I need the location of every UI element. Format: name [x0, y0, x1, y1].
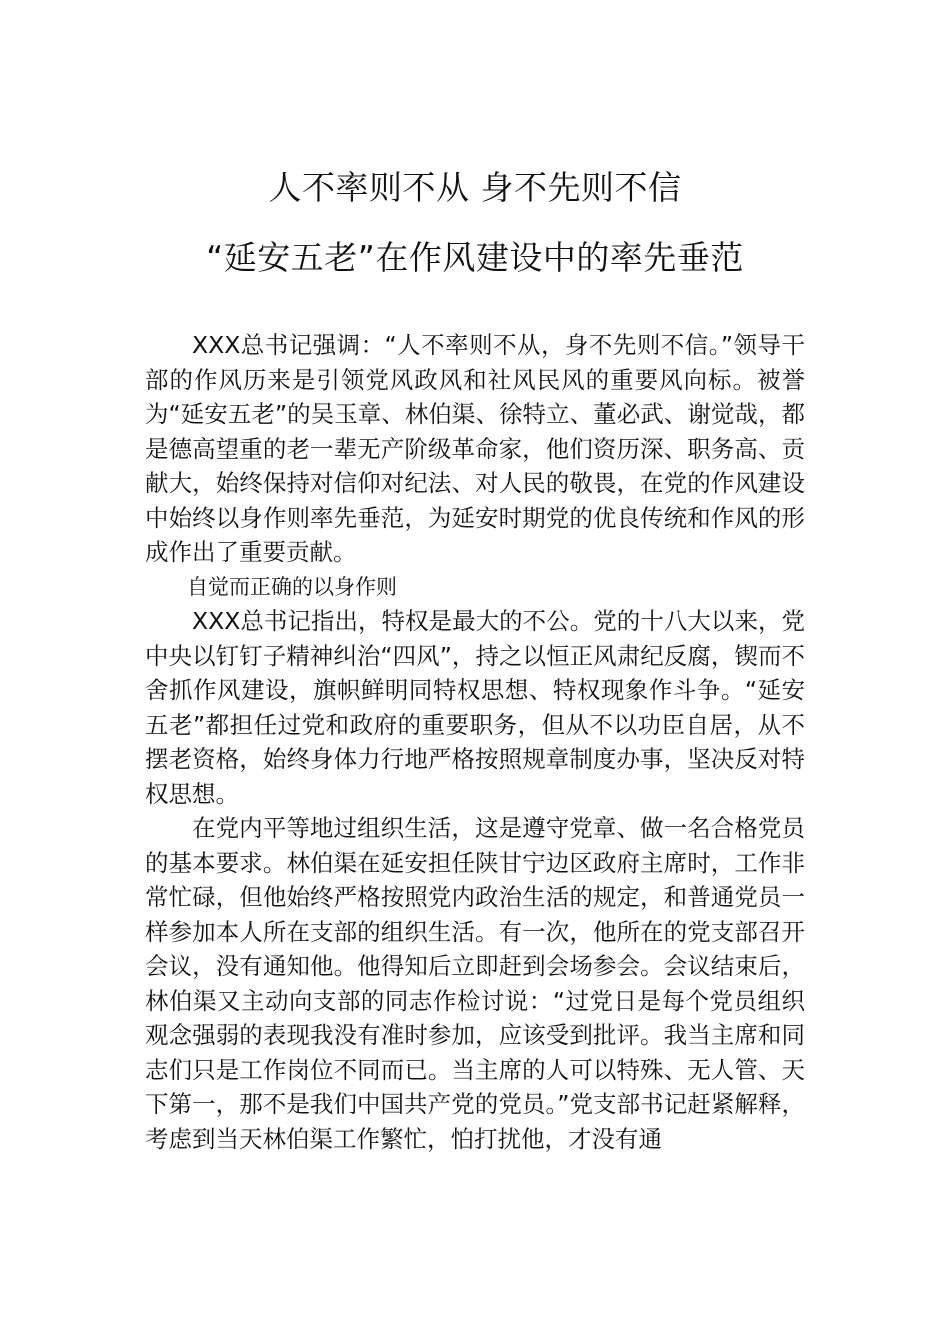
- paragraph-privilege: XXX总书记指出，特权是最大的不公。党的十八大以来，党中央以钉钉子精神纠治“四风”，持之以恒正风肃纪反腐，锲而不舍抓作风建设，旗帜鲜明同特权思想、特权现象作斗争。“延安五老”都担任过党和政府的重要职务，但从不以功臣自居，从不摆老资格，始终身体力行地严格按照规章制度办事，坚决反对特权思想。: [145, 607, 805, 808]
- document-title-line-1: 人不率则不从 身不先则不信: [268, 168, 682, 207]
- paragraph-intro: XXX总书记强调：“人不率则不从，身不先则不信。”领导干部的作风历来是引领党风政风和社风民风的重要风向标。被誉为“延安五老”的吴玉章、林伯渠、徐特立、董必武、谢觉哉，都是德高望重的老一辈无产阶级革命家，他们资历深、职务高、贡献大，始终保持对信仰对纪法、对人民的敬畏，在党的作风建设中始终以身作则率先垂范，为延安时期党的优良传统和作风的形成作出了重要贡献。: [145, 331, 805, 566]
- paragraph-lin-boqu: 在党内平等地过组织生活，这是遵守党章、做一名合格党员的基本要求。林伯渠在延安担任陕甘宁边区政府主席时，工作非常忙碌，但他始终严格按照党内政治生活的规定，和普通党员一样参加本人所在支部的组织生活。有一次，他所在的党支部召开会议，没有通知他。他得知后立即赶到会场参会。会议结束后，林伯渠又主动向支部的同志作检讨说：“过党日是每个党员组织观念强弱的表现我没有准时参加，应该受到批评。我当主席和同志们只是工作岗位不同而已。当主席的人可以特殊、无人管、天下第一，那不是我们中国共产党的党员。”党支部书记赶紧解释，考虑到当天林伯渠工作繁忙，怕打扰他，才没有通: [145, 814, 805, 1153]
- section-heading: 自觉而正确的以身作则: [187, 574, 397, 599]
- document-body: [145, 328, 805, 1156]
- document-title-line-2: “延安五老”在作风建设中的率先垂范: [206, 238, 744, 277]
